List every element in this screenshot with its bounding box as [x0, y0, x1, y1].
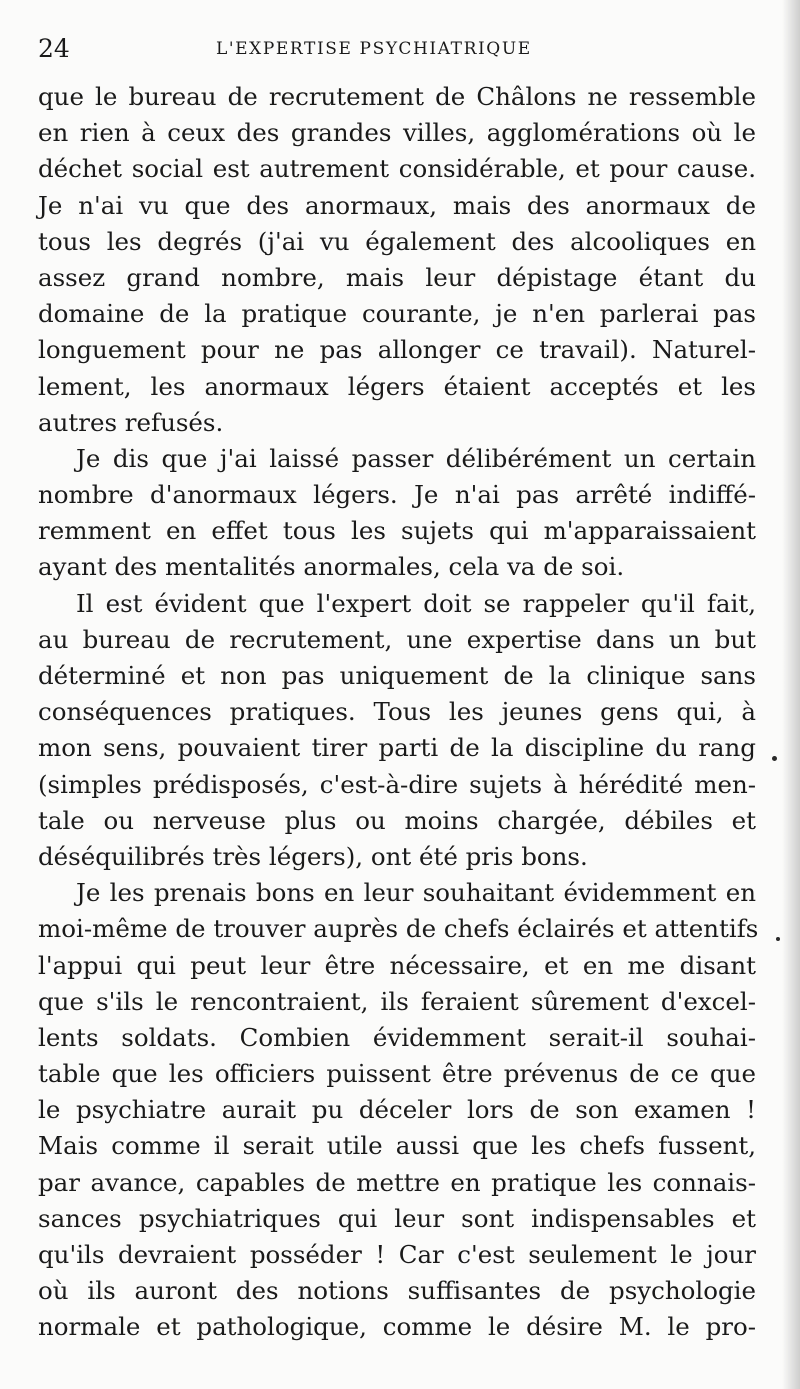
text-line: l'appui qui peut leur être nécessaire, et en me disant [38, 950, 756, 980]
paragraph-end-line: autres refusés. [38, 407, 224, 437]
text-line: table que les officiers puissent être prévenus de ce que [38, 1059, 756, 1089]
text-line: en rien à ceux des grandes villes, agglomérations où le [38, 118, 756, 148]
paragraph-end-line: ayant des mentalités anormales, cela va de soi. [38, 552, 625, 582]
text-line: tous les degrés (j'ai vu également des alcooliques en [38, 226, 756, 256]
text-line: Mais comme il serait utile aussi que les chefs fussent, [38, 1131, 756, 1161]
paragraph-start-line: Il est évident que l'expert doit se rappeler qu'il fait, [76, 588, 756, 618]
text-line: (simples prédisposés, c'est-à-dire sujets à hérédité men- [38, 769, 756, 799]
text-line: sances psychiatriques qui leur sont indispensables et [38, 1203, 756, 1233]
text-line: longuement pour ne pas allonger ce travail). Naturel- [38, 335, 756, 365]
paragraph-start-line: Je dis que j'ai laissé passer délibérément un certain [76, 443, 756, 473]
text-line: que le bureau de recrutement de Châlons ne ressemble [38, 82, 756, 111]
text-line: déterminé et non pas uniquement de la clinique sans [38, 661, 756, 690]
paragraph-end-line: déséquilibrés très légers), ont été pris bons. [38, 841, 588, 871]
page-header [38, 34, 760, 68]
text-line: que s'ils le rencontraient, ils feraient sûrement d'excel- [38, 986, 756, 1016]
margin-speck [772, 756, 777, 761]
text-line: au bureau de recrutement, une expertise dans un but [38, 624, 756, 654]
text-line: remment en effet tous les sujets qui m'apparaissaient [38, 516, 756, 546]
text-line: nombre d'anormaux légers. Je n'ai pas arrêté indiffé- [38, 480, 756, 510]
text-line: moi-même de trouver auprès de chefs éclairés et attentifs [38, 914, 759, 944]
text-line: mon sens, pouvaient tirer parti de la discipline du rang [38, 733, 756, 763]
margin-speck [776, 937, 780, 941]
page-number: 24 [38, 34, 70, 63]
page-edge-shadow [782, 0, 800, 1389]
text-line: lement, les anormaux légers étaient acceptés et les [38, 371, 756, 401]
text-line: par avance, capables de mettre en pratique les connais- [38, 1167, 756, 1197]
text-line: domaine de la pratique courante, je n'en parlerai pas [38, 299, 756, 329]
paragraph-start-line: Je les prenais bons en leur souhaitant évidemment en [76, 878, 756, 908]
body-text [38, 79, 759, 1346]
running-title: L'EXPERTISE PSYCHIATRIQUE [216, 39, 532, 59]
text-line: tale ou nerveuse plus ou moins chargée, débiles et [38, 805, 756, 835]
text-line: conséquences pratiques. Tous les jeunes gens qui, à [38, 697, 756, 727]
text-line: lents soldats. Combien évidemment serait-il souhai- [38, 1022, 756, 1052]
text-line: le psychiatre aurait pu déceler lors de son examen ! [38, 1095, 756, 1125]
text-line: où ils auront des notions suffisantes de psychologie [38, 1276, 756, 1306]
text-line: assez grand nombre, mais leur dépistage étant du [38, 262, 756, 292]
text-line: déchet social est autrement considérable, et pour cause. [38, 154, 756, 184]
text-line: qu'ils devraient posséder ! Car c'est seulement le jour [38, 1240, 756, 1269]
text-line: Je n'ai vu que des anormaux, mais des anormaux de [38, 190, 756, 220]
text-line: normale et pathologique, comme le désire M. le pro- [38, 1312, 756, 1342]
